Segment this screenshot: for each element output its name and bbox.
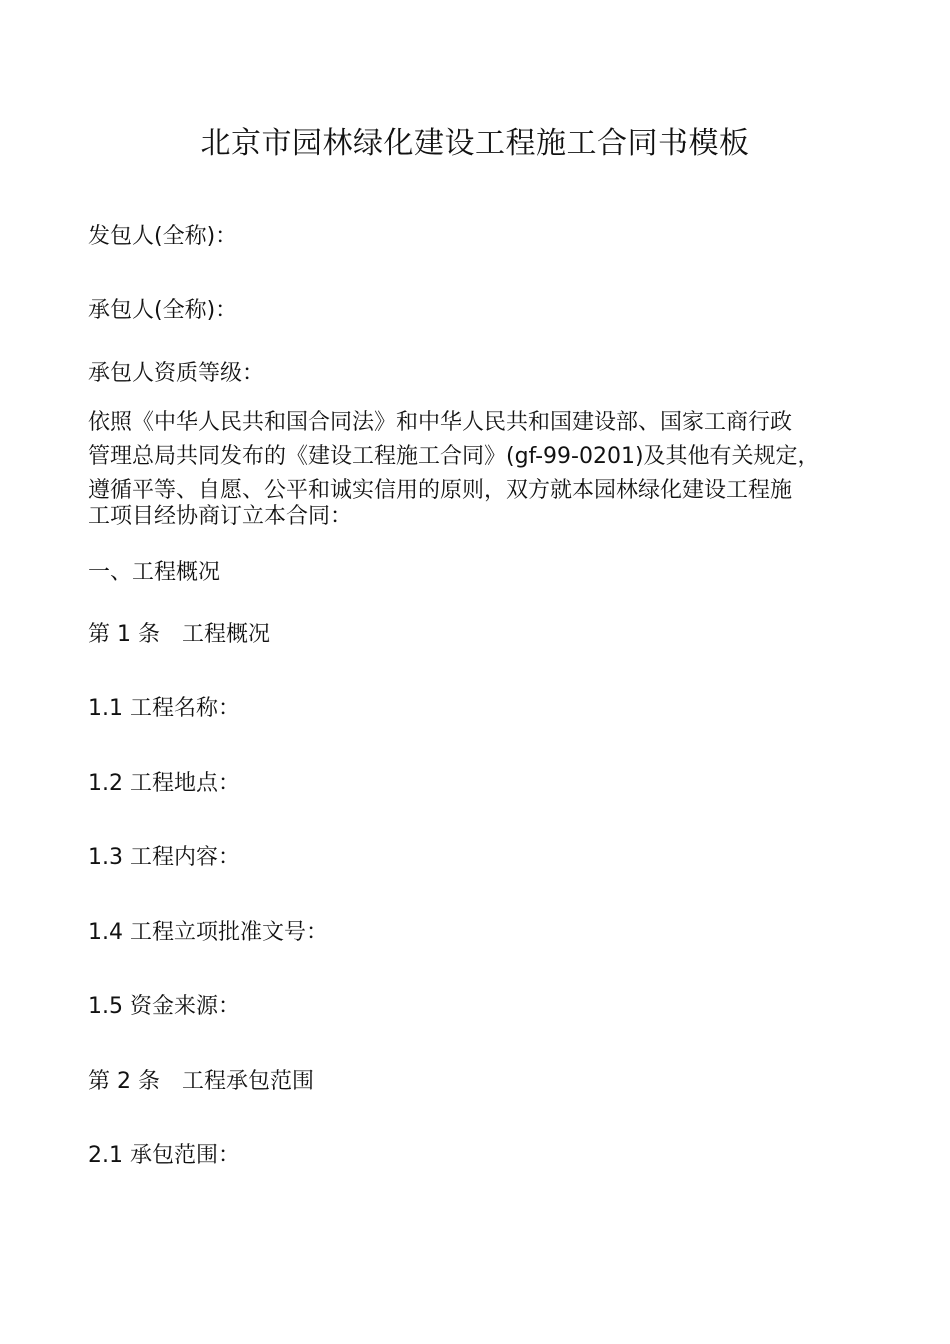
article-1-item: 1.1 工程名称： (88, 696, 240, 721)
article-1-item: 1.2 工程地点： (88, 771, 240, 796)
section-heading-1: 一、工程概况 (88, 560, 221, 585)
article-2-heading (88, 1067, 314, 1097)
article-1-heading (88, 620, 270, 650)
article-2-title: 工程承包范围 (181, 1069, 314, 1094)
intro-line: 遵循平等、自愿、公平和诚实信用的原则，双方就本园林绿化建设工程施 (88, 478, 793, 503)
employer-label: 发包人(全称)： (88, 224, 238, 249)
contractor-label: 承包人(全称)： (88, 298, 238, 323)
article-1-title: 工程概况 (181, 622, 270, 647)
article-2-number: 第 2 条 (88, 1069, 160, 1094)
intro-line: 管理总局共同发布的《建设工程施工合同》(gf-99-0201)及其他有关规定， (88, 444, 820, 469)
intro-paragraph (88, 408, 864, 532)
article-1-item: 1.4 工程立项批准文号： (88, 920, 328, 945)
intro-line: 工项目经协商订立本合同： (88, 504, 353, 529)
qualification-label: 承包人资质等级： (88, 361, 265, 386)
article-1-item: 1.3 工程内容： (88, 845, 240, 870)
article-1-item: 1.5 资金来源： (88, 994, 240, 1019)
intro-line: 依照《中华人民共和国合同法》和中华人民共和国建设部、国家工商行政 (88, 410, 793, 435)
document-title: 北京市园林绿化建设工程施工合同书模板 (200, 126, 750, 161)
article-1-number: 第 1 条 (88, 622, 160, 647)
article-2-item: 2.1 承包范围： (88, 1143, 240, 1168)
